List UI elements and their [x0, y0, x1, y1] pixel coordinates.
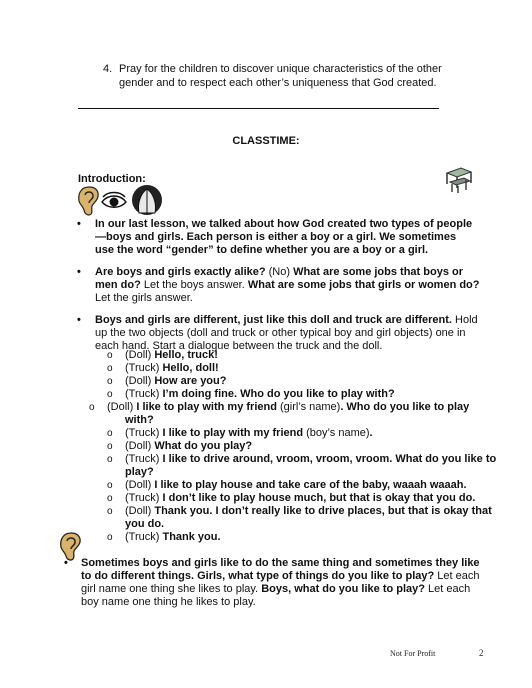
prayer-item-number: 4.: [103, 63, 113, 75]
dialogue-line: o (Doll) I like to play house and take care of the baby, waaah waaah.: [107, 479, 467, 491]
bullet-4-plain-2: Let each boy name one thing he likes to play.: [81, 583, 471, 608]
prayer-item-text: Pray for the children to discover unique characteristics of the other gender and to respect each other’s uniqueness that God created.: [119, 63, 442, 89]
bullet-3: [77, 314, 487, 353]
bullet-3-bold: Boys and girls are different, just like this doll and truck are different.: [95, 314, 452, 326]
dialogue-line: o (Truck) I like to drive around, vroom, vroom, vroom. What do you like to play?: [107, 453, 497, 478]
bullet-2-answer-2: Let the boys answer.: [140, 279, 248, 291]
bullet-1-text: In our last lesson, we talked about how God created two types of people—boys and girls. Each person is either a boy or a girl. We sometimes use the word “gender” to define whether you are a boy or a girl.: [95, 218, 473, 256]
bullet-4: [64, 557, 491, 609]
dialogue-line: o (Doll) I like to play with my friend (girl’s name). Who do you like to play with?: [89, 401, 470, 426]
praying-hands-icon: [132, 185, 162, 215]
ear-icon: [59, 531, 83, 561]
bullet-dot: •: [77, 218, 81, 230]
bullet-dot: •: [77, 314, 81, 326]
dialogue-line: o (Truck) I don’t like to play house much, but that is okay that you do.: [107, 492, 476, 504]
dialogue-line: o (Truck) Thank you.: [107, 531, 221, 543]
dialogue-line: o (Truck) Hello, doll!: [107, 362, 219, 374]
introduction-label: Introduction:: [78, 173, 146, 185]
eye-icon: [102, 193, 126, 208]
bullet-4-bold-2: Boys, what do you like to play?: [261, 583, 425, 595]
horizontal-rule: [78, 108, 439, 109]
bullet-dot: •: [64, 557, 68, 569]
icon-strip: [77, 183, 167, 218]
bullet-3-plain: Hold up the two objects (doll and truck or other typical boy and girl objects) one in each hand. Start a dialogue between the truck and the doll.: [95, 314, 478, 352]
ear-icon: [79, 187, 98, 215]
bullet-2-answer-3: Let the girls answer.: [95, 292, 193, 304]
bullet-4-bold-1: Sometimes boys and girls like to do the same thing and sometimes they like to do different things. Girls, what type of things do you like to play?: [81, 557, 480, 582]
bullet-2-question-3: What are some jobs that girls or women do?: [247, 279, 480, 291]
bullet-1: [77, 218, 475, 257]
dialogue-line: o (Doll) How are you?: [107, 375, 227, 387]
section-title: CLASSTIME:: [232, 135, 300, 147]
prayer-item-4: [103, 63, 453, 90]
bullet-4-plain-1: Let each girl name one thing she likes to play.: [81, 570, 480, 595]
bullet-2-question-2: What are some jobs that boys or men do?: [95, 266, 463, 291]
bullet-2-answer-1: (No): [265, 266, 294, 278]
bullet-dot: •: [77, 266, 81, 278]
bullet-2: [77, 266, 480, 305]
dialogue-list: [89, 349, 497, 544]
dialogue-line: o (Truck) I like to play with my friend (boy’s name).: [107, 427, 373, 439]
dialogue-line: o (Doll) What do you play?: [107, 440, 253, 452]
footer-text: Not For Profit: [390, 649, 436, 658]
page-number: 2: [479, 648, 484, 658]
dialogue-line: o (Doll) Hello, truck!: [107, 349, 218, 361]
school-desk-icon: [444, 164, 474, 194]
bullet-2-question-1: Are boys and girls exactly alike?: [95, 266, 266, 278]
dialogue-line: o (Doll) Thank you. I don’t really like to drive places, but that is okay that you do.: [107, 505, 492, 530]
dialogue-line: o (Truck) I’m doing fine. Who do you like to play with?: [107, 388, 395, 400]
